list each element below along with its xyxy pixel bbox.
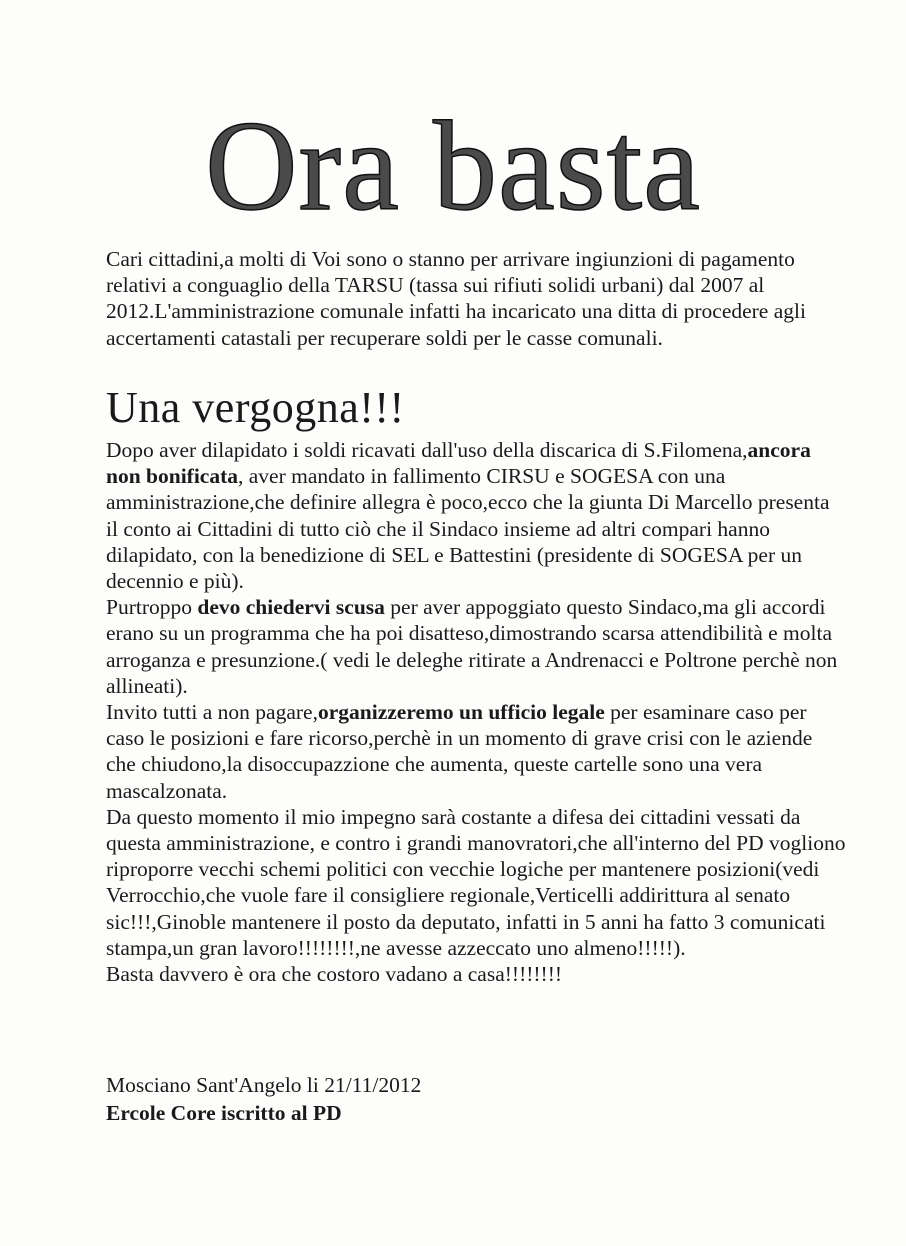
main-body [106, 437, 846, 987]
main-title: Ora basta [205, 95, 701, 237]
emphasis-not-reclaimed: ancora non bonificata [106, 438, 811, 489]
intro-paragraph: Cari cittadini,a molti di Voi sono o stanno per arrivare ingiunzioni di pagamento relativi a conguaglio della TARSU (tassa sui rifiuti solidi urbani) dal 2007 al 2012.L'amministrazione comunale infatti ha incaricato una ditta di procedere agli accertamenti catastali per recuperare soldi per le casse comunali. [106, 247, 806, 350]
author-name: Ercole Core iscritto al PD [106, 1101, 342, 1125]
emphasis-apology: devo chiedervi scusa [197, 595, 385, 620]
paragraph-conclusion: Basta davvero è ora che costoro vadano a casa!!!!!!!! [106, 962, 563, 987]
paragraph-legal-office: Invito tutti a non pagare,organizzeremo un ufficio legale per esaminare caso per caso le posizioni e fare ricorso,perchè in un momento di grave crisi con le aziende che chiudono,la disoccupazzione che aumenta, queste cartelle sono una vera mascalzonata. [106, 700, 813, 803]
emphasis-legal-office: organizzeremo un ufficio legale [317, 700, 605, 725]
signature-block [106, 1071, 421, 1127]
place-date: Mosciano Sant'Angelo li 21/11/2012 [106, 1073, 422, 1097]
paragraph-discarica: Dopo aver dilapidato i soldi ricavati dall'uso della discarica di S.Filomena,ancora non bonificata, aver mandato in fallimento CIRSU e SOGESA con una amministrazione,che definire allegra è poco,ecco che la giunta Di Marcello presenta il conto ai Cittadini di tutto ciò che il Sindaco insieme ad altri compari hanno dilapidato, con la benedizione di SEL e Battestini (presidente di SOGESA per un decennio e più). [106, 438, 830, 594]
paragraph-commitment: Da questo momento il mio impegno sarà costante a difesa dei cittadini vessati da questa amministrazione, e contro i grandi manovratori,che all'interno del PD vogliono riproporre vecchi schemi politici con vecchie logiche per mantenere posizioni(vedi Verrocchio,che vuole fare il consigliere regionale,Verticelli addirittura al senato sic!!!,Ginoble mantenere il posto da deputato, infatti in 5 anni ha fatto 3 comunicati stampa,un gran lavoro!!!!!!!!,ne avesse azzeccato uno almeno!!!!!). [106, 804, 846, 960]
paragraph-apology: Purtroppo devo chiedervi scusa per aver appoggiato questo Sindaco,ma gli accordi erano su un programma che ha poi disatteso,dimostrando scarsa attendibilità e molta arroganza e presunzione.( vedi le deleghe ritirate a Andrenacci e Poltrone perchè non allineati). [106, 595, 838, 698]
section-heading: Una vergogna!!! [106, 383, 405, 432]
